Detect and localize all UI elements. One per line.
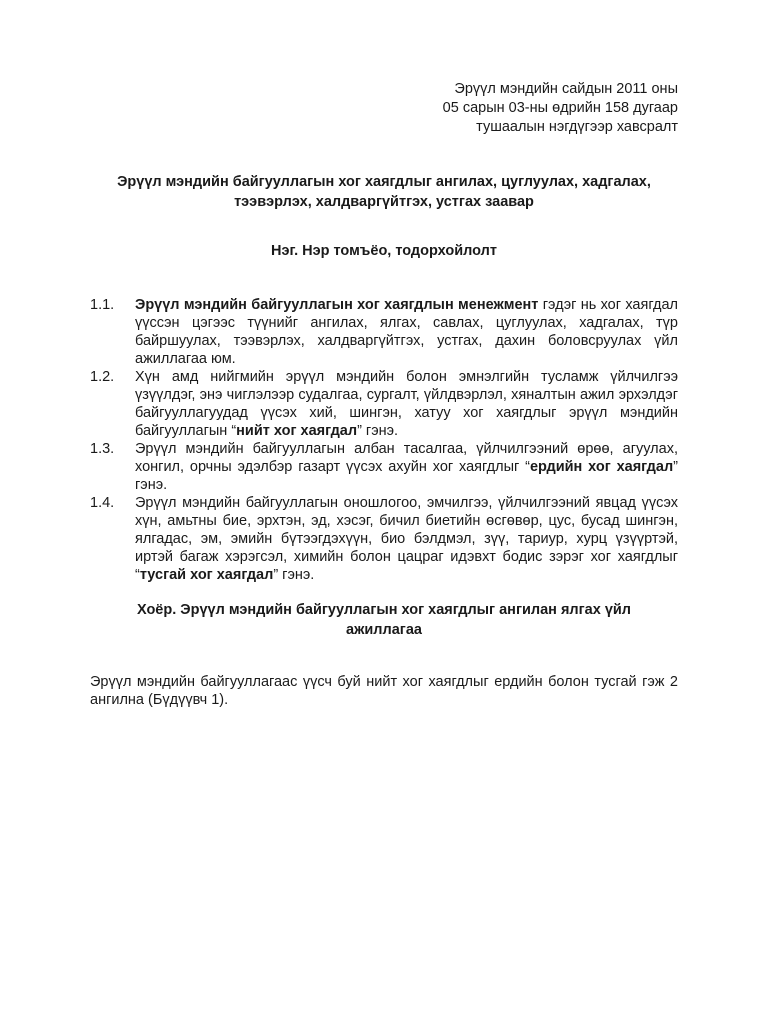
section-heading [90,600,678,640]
list-item [90,296,678,368]
item-text-after: ” гэнэ. [273,567,315,583]
section-heading: Нэг. Нэр томъёо, тодорхойлолт [271,243,497,259]
item-number: 1.3. [90,441,115,457]
list-item [90,368,678,440]
defined-term: тусгай хог хаягдал [139,567,274,583]
item-text [135,440,678,494]
item-text-after: гэдэг нь хог хаягдал үүссэн цэгээс түүнийг ангилах, ялгах, савлах, цуглуулах, хадгалах, түр байршуулах, тээвэрлэх, халдваргүйтгэх, устгах, дахин боловсруулах үйл ажиллагаа юм. [135,297,678,367]
item-text [135,494,678,584]
section-heading-line: ажиллагаа [346,622,422,638]
item-text [135,296,678,368]
annex-header-line: тушаалын нэгдүгээр хавсралт [476,119,678,135]
annex-header [258,80,678,137]
item-text-before: Эрүүл мэндийн байгууллагын албан тасалгаа, үйлчилгээний өрөө, агуулах, хонгил, орчны эдэлбэр газарт үүсэх ахуйн хог хаягдлыг “ [135,441,678,475]
document-title-line: Эрүүл мэндийн байгууллагын хог хаягдлыг ангилах, цуглуулах, хадгалах, [117,174,651,190]
defined-term: Эрүүл мэндийн байгууллагын хог хаягдлын менежмент [135,297,539,313]
item-number: 1.1. [90,297,115,313]
section-heading-line: Хоёр. Эрүүл мэндийн байгууллагын хог хаягдлыг ангилан ялгах үйл [136,602,632,618]
item-text-before: Эрүүл мэндийн байгууллагын оношлогоо, эмчилгээ, үйлчилгээний явцад үүсэх хүн, амьтны бие, эрхтэн, эд, хэсэг, бичил биетийн өсгөвөр, цус, бусад шингэн, ялгадас, эм, эмийн бүтээгдэхүүн, био бэлдмэл, зүү, тариур, хурц үзүүртэй, иртэй багаж хэрэгсэл, химийн болон цацраг идэвхт бодис зэрэг хог хаягдлыг “ [135,495,678,583]
item-number: 1.2. [90,369,115,385]
annex-header-line: 05 сарын 03-ны өдрийн 158 дугаар [442,100,678,116]
definition-list [90,296,678,584]
body-paragraph: Эрүүл мэндийн байгууллагаас үүсч буй нийт хог хаягдлыг ердийн болон тусгай гэж 2 ангилна (Бүдүүвч 1). [90,674,678,708]
document-title-line: тээвэрлэх, халдваргүйтгэх, устгах заавар [234,194,534,210]
defined-term: нийт хог хаягдал [236,423,358,439]
item-text-before: Хүн амд нийгмийн эрүүл мэндийн болон эмнэлгийн тусламж үйлчилгээ үзүүлдэг, энэ чиглэлээр судалгаа, сургалт, үйлдвэрлэл, хяналтын ажил эрхэлдэг байгууллагуудад үүсэх хий, шингэн, хатуу хог хаягдлыг эрүүл мэндийн байгууллагын “ [135,369,678,439]
list-item [90,494,678,584]
item-text-after: ” гэнэ. [357,423,399,439]
defined-term: ердийн хог хаягдал [529,459,674,475]
item-text-after: ” гэнэ. [135,459,678,493]
document-title [90,172,678,212]
item-text [135,368,678,440]
annex-header-line: Эрүүл мэндийн сайдын 2011 оны [454,81,678,97]
list-item [90,440,678,494]
item-number: 1.4. [90,495,115,511]
